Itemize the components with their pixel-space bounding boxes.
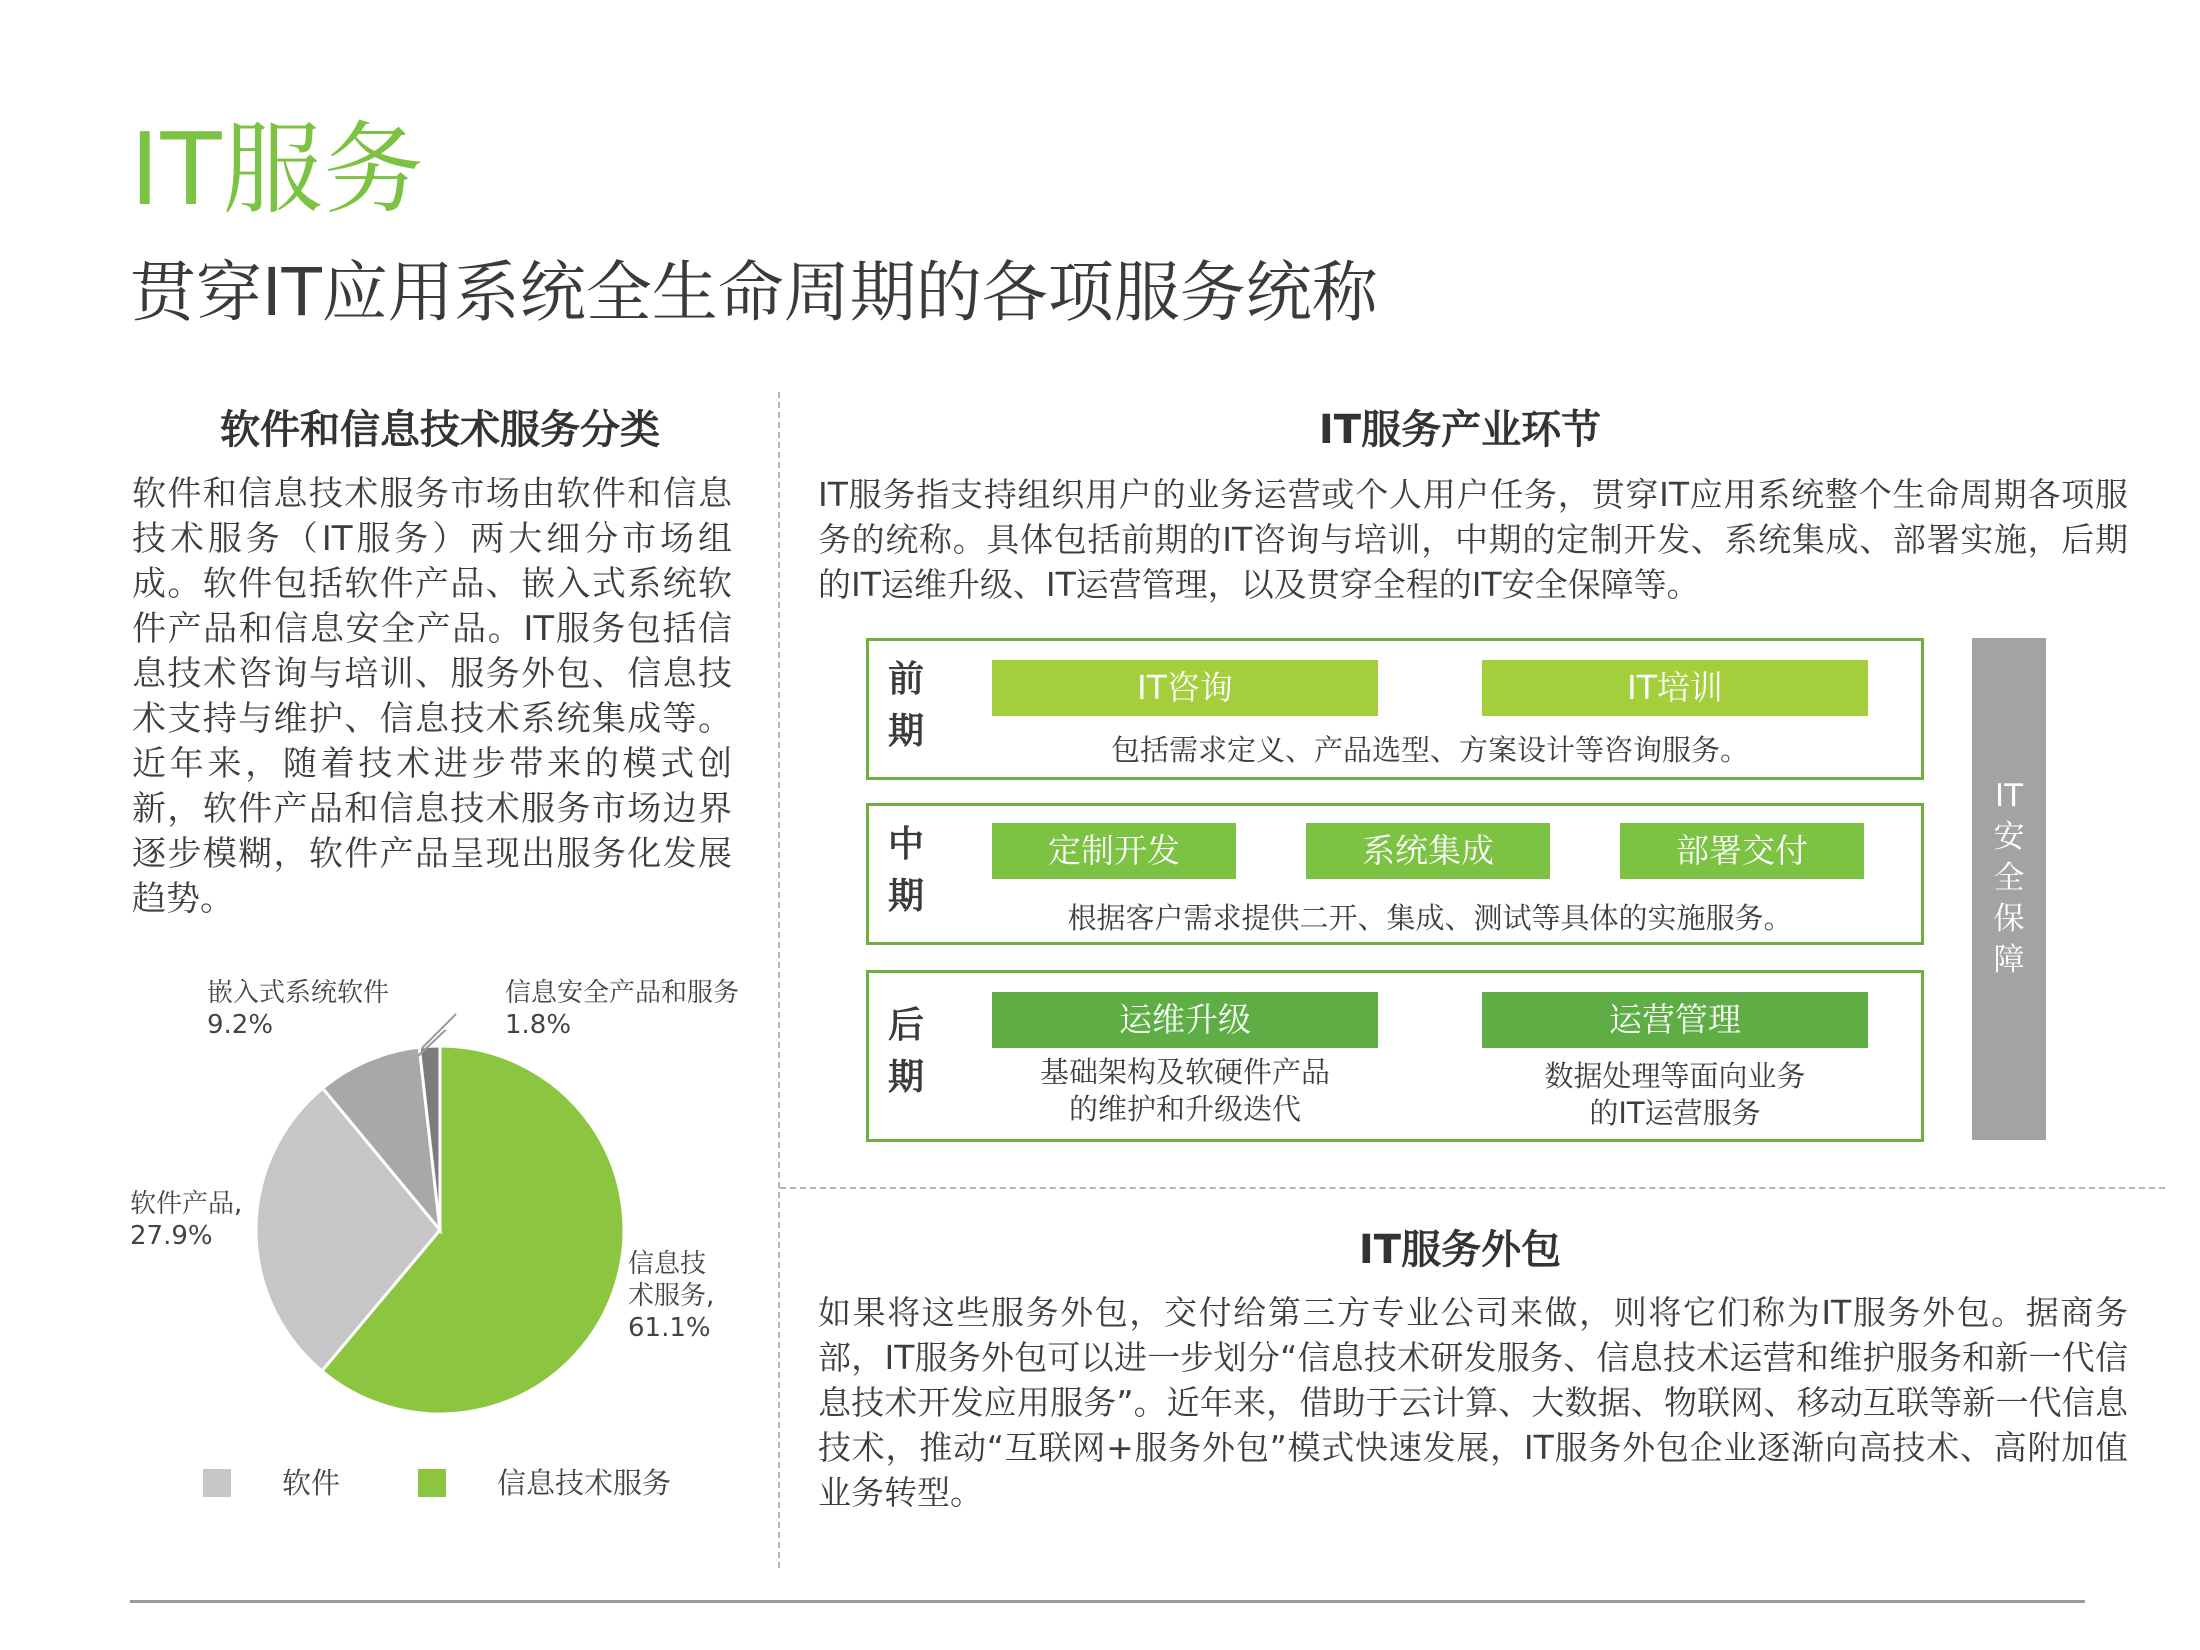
left-section-heading: 软件和信息技术服务分类: [220, 407, 660, 453]
pie-label-embedded-name: 嵌入式系统软件: [207, 978, 390, 1008]
phase-late-label-1: 后: [887, 1005, 924, 1046]
tag-it-training: IT培训: [1482, 660, 1868, 716]
pie-label-embedded-value: 9.2%: [207, 1010, 274, 1040]
phase-early-label-2: 期: [887, 711, 924, 752]
pie-label-software-name: 软件产品,: [130, 1189, 243, 1219]
pie-label-software: [130, 1188, 242, 1252]
bottom-rule: [130, 1600, 2085, 1603]
legend-swatch-it-services: [418, 1469, 446, 1497]
page-title: IT服务: [130, 111, 425, 228]
pie-label-security-name: 信息安全产品和服务: [505, 978, 740, 1008]
pie-chart: [240, 1030, 640, 1430]
phase-early-desc: 包括需求定义、产品选型、方案设计等咨询服务。: [1110, 733, 1749, 767]
phase-late-desc-management: [1482, 1058, 1868, 1132]
tag-system-integration: 系统集成: [1306, 823, 1550, 879]
page-subtitle: 贯穿IT应用系统全生命周期的各项服务统称: [130, 254, 1378, 331]
security-char-2: 安: [1993, 819, 2025, 855]
phase-late-desc-management-line1: 数据处理等面向业务: [1544, 1059, 1806, 1093]
security-char-4: 保: [1993, 901, 2025, 937]
security-char-3: 全: [1993, 860, 2025, 896]
phase-mid-label-2: 期: [887, 876, 924, 917]
tag-operations-management: 运营管理: [1482, 992, 1868, 1048]
legend-swatch-software: [203, 1469, 231, 1497]
leader-line: [420, 1010, 460, 1050]
it-security-bar: [1972, 638, 2046, 1140]
phase-late-desc-ops-line1: 基础架构及软硬件产品: [1039, 1055, 1330, 1089]
phase-late-label-2: 期: [887, 1057, 924, 1098]
phase-early-label: [886, 654, 926, 758]
right-section-paragraph: IT服务指支持组织用户的业务运营或个人用户任务，贯穿IT应用系统整个生命周期各项服务的统称。具体包括前期的IT咨询与培训，中期的定制开发、系统集成、部署实施，后期的IT运维升级、IT运营管理，以及贯穿全程的IT安全保障等。: [818, 475, 2128, 604]
phase-mid-label: [886, 819, 926, 923]
pie-label-security-value: 1.8%: [505, 1010, 572, 1040]
tag-ops-upgrade: 运维升级: [992, 992, 1378, 1048]
phase-late-desc-ops: [992, 1054, 1378, 1128]
vertical-divider: [778, 392, 780, 1568]
pie-label-it-services-value: 61.1%: [628, 1313, 711, 1343]
pie-label-it-services: [628, 1248, 728, 1344]
pie-label-it-services-name: 信息技术服务,: [628, 1249, 715, 1311]
left-section-paragraph: 软件和信息技术服务市场由软件和信息技术服务（IT服务）两大细分市场组成。软件包括软件产品、嵌入式系统软件产品和信息安全产品。IT服务包括信息技术咨询与培训、服务外包、信息技术支持与维护、信息技术系统集成等。近年来，随着技术进步带来的模式创新，软件产品和信息技术服务市场边界逐步模糊，软件产品呈现出服务化发展趋势。: [132, 474, 732, 919]
phase-mid-label-1: 中: [887, 824, 924, 865]
right-section-heading: IT服务产业环节: [1318, 407, 1602, 453]
tag-custom-development: 定制开发: [992, 823, 1236, 879]
phase-late-label: [886, 1000, 926, 1104]
phase-mid-desc: 根据客户需求提供二开、集成、测试等具体的实施服务。: [1067, 901, 1793, 935]
legend-label-software: 软件: [282, 1466, 341, 1500]
phase-late-desc-management-line2: 的IT运营服务: [1589, 1096, 1761, 1130]
outsourcing-paragraph: 如果将这些服务外包，交付给第三方专业公司来做，则将它们称为IT服务外包。据商务部，IT服务外包可以进一步划分“信息技术研发服务、信息技术运营和维护服务和新一代信息技术开发应用服务”。近年来，借助于云计算、大数据、物联网、移动互联等新一代信息技术，推动“互联网+服务外包”模式快速发展，IT服务外包企业逐渐向高技术、高附加值业务转型。: [818, 1293, 2128, 1512]
pie-label-security: [505, 977, 739, 1041]
horizontal-divider: [780, 1187, 2165, 1189]
legend-label-it-services: 信息技术服务: [497, 1466, 672, 1500]
tag-deployment-delivery: 部署交付: [1620, 823, 1864, 879]
pie-label-embedded: [207, 977, 389, 1041]
phase-late-desc-ops-line2: 的维护和升级迭代: [1068, 1092, 1301, 1126]
security-char-5: 障: [1993, 942, 2025, 978]
outsourcing-heading: IT服务外包: [1358, 1227, 1562, 1273]
pie-label-software-value: 27.9%: [130, 1221, 213, 1251]
security-char-1: IT: [1994, 778, 2024, 814]
tag-it-consulting: IT咨询: [992, 660, 1378, 716]
phase-early-label-1: 前: [887, 659, 924, 700]
